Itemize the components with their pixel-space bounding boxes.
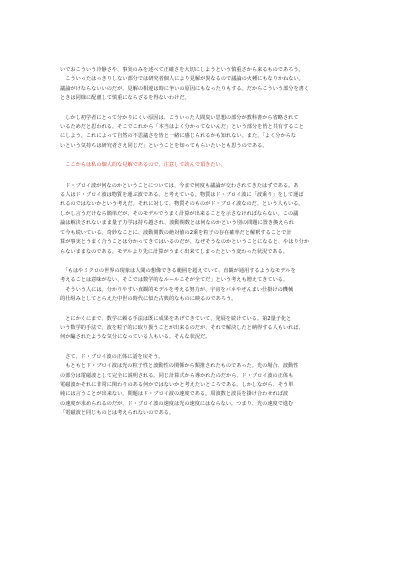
text-line: 算が事実とうまく合うことは分かってきてはいるのだが、なぜそうなのかということになると、やはり分か <box>60 239 310 246</box>
text-line: さて、ド・ブロイ波の正体に話を戻そう。 <box>60 353 164 360</box>
paragraph-de-broglie-identity <box>60 353 360 419</box>
highlighted-text-line: ここからは私の個人的な見解であるので、注意して読んで頂きたい。 <box>60 162 226 169</box>
text-line: いでおこういう冷静さや、事実のみを述べて正確さを大切にしようという慎重さから来るものであろう。 <box>60 67 304 73</box>
paragraph-beginners-difficulty <box>60 114 360 152</box>
text-line: 論は解決されないまま量子力学は持ち越され、波動関数とは何なのかという別の問題に置き換えられ <box>60 220 294 227</box>
text-line: にしよう。これによって自然の不思議さを皆と一緒に感じられるかも知れない。また、「よく分からな <box>60 133 297 140</box>
text-line: 的仕組みとしてとらえた中世の時代に似た古典的なものに映るのであろう。 <box>60 296 237 303</box>
text-line: いという気持ちは研究者さえ同じだ」ということを知ってもらいたいとも思うのである。 <box>60 142 268 149</box>
text-line: そういう人には、分かりやすい直観的モデルを考える努力が、宇宙をバネやぜんまい仕掛けの機械 <box>60 286 294 293</box>
document-page <box>60 66 360 429</box>
text-line: る人はド・ブロイ波は物質を運ぶ波である、と考えている。物質はド・ブロイ波に「波乗り」をして運ば <box>60 192 304 199</box>
text-line: いるためだと思われる。そこでこれから「本当はよく分かってないんだ」という部分を皆と共有すること <box>60 124 304 131</box>
text-line: 考えることは意味がない、そこでは数学的なルールこそが全てだ」という考えも増えてきている。 <box>60 277 289 284</box>
text-line: 議論がけならないいのだが、見解の相違は時に争いの原因にもなったりもする。だからこういう部分を書く <box>60 85 310 92</box>
text-line: こういったはっきりしない部分では研究者個人により見解が異なるので議論の火種にもなりかねない。 <box>60 76 304 83</box>
text-line: いう数学的手法で、波を粒子的に取り扱うことが出来るのだが、それで解決したと納得する人もいれば、 <box>60 324 304 331</box>
text-line: 純には言うことが出来ない。問題はド・ブロイ波の速度である。周波数と波長を掛け合わせれば波 <box>60 391 289 398</box>
text-line: 電磁波かそれに非常に関わりのある何かではないかと考えたいところである。しかしながら、そう単 <box>60 381 294 388</box>
paragraph-mathematical-methods <box>60 315 360 343</box>
text-line: の速度が求められるのだが、ド・ブロイ波の速度は光の速度にはならない。つまり、光の速度で進む <box>60 400 294 407</box>
text-line: て今も続いている。奇妙なことに、波動関数の絶対値の2乗を粒子の存在確率だと解釈することで計 <box>60 229 292 236</box>
text-line: の部分は電磁波として完全に説明される。同じ計算式から導かれたのだから、ド・ブロイ波の正体も <box>60 372 294 379</box>
paragraph-cautious-attitude <box>60 66 360 104</box>
text-line: 「電磁波と同じものとは考えられないのである。 <box>60 410 175 417</box>
text-line: ときは同様に配慮して慎重にならざるを得ないわけだ。 <box>60 95 190 102</box>
paragraph-micro-world <box>60 267 360 305</box>
text-line: ド・ブロイ波が何なのかということについては、今まで何度も議論が交わされてきたはずである。あ <box>60 182 299 189</box>
personal-opinion-notice <box>60 161 360 170</box>
text-line: しかし言うだけなら簡単だが、そのモデルでうまく計算が出来ることを示さなければならない。この議 <box>60 210 299 217</box>
text-line: れるのではないかという考えだ。それに対して、物質そのものがド・ブロイ波なのだ、という人もいる。 <box>60 201 304 208</box>
text-line: 何か騙されたような気分になっている人もいる。そんな状況だ。 <box>60 334 211 341</box>
text-line: しかし初学者にとって分かりにくい原因は、こういった人間臭い思想の部分が教科書から省略されて <box>60 114 299 121</box>
paragraph-de-broglie-debate <box>60 182 360 257</box>
text-line: もともとド・ブロイ波は光の粒子性と波動性の関係から類推されたものであった。光の場合、波動性 <box>60 363 299 370</box>
text-line: らないままなのである。モデルより先に計算がうまく出来てしまったという変わった状況である。 <box>60 248 288 255</box>
text-line: 「もはやミクロの世界の現象は人間の想像できる範囲を超えていて、直観が通用するようなモデルを <box>60 267 296 274</box>
text-line: とにかくにまで、数学に頼る手法は既に成果をあげてきていて、発展を続けている。第2量子化と <box>60 315 292 322</box>
